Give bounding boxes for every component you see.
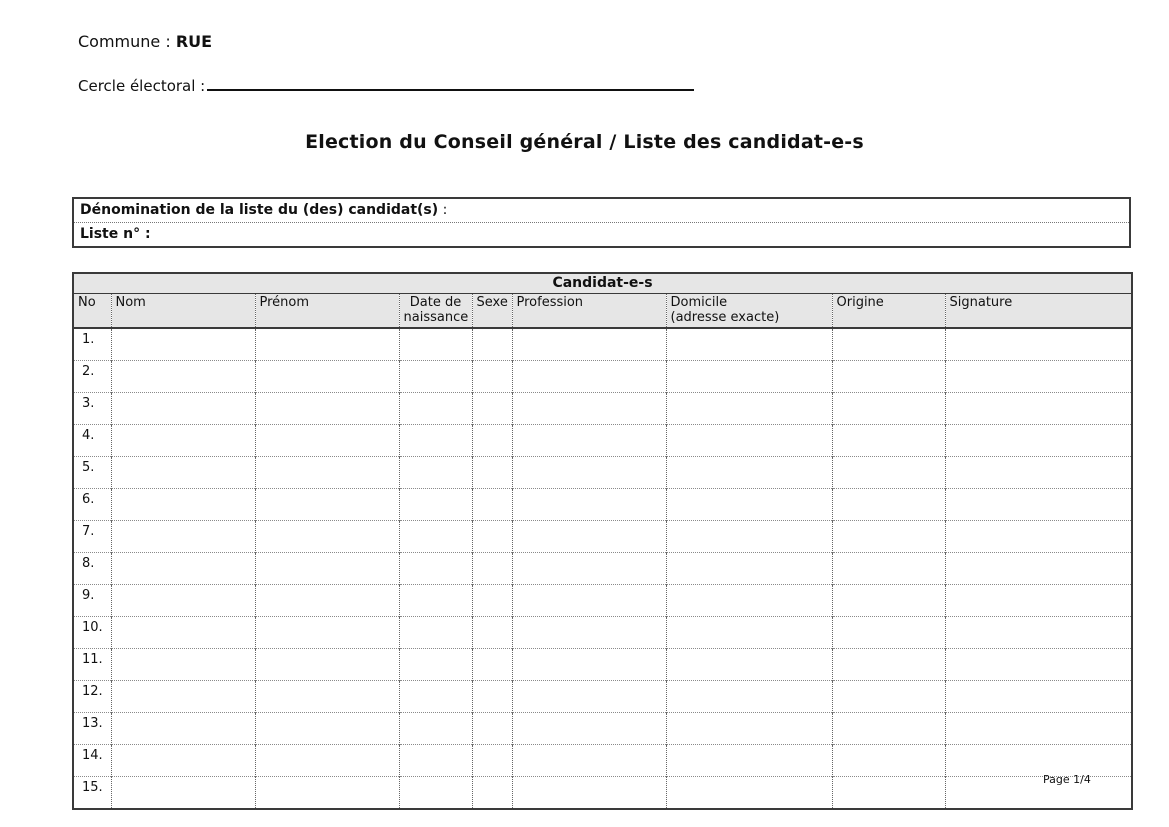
column-header-domicile-label: Domicile: [670, 295, 728, 310]
candidates-table: [72, 272, 1133, 810]
domicile-cell: [666, 585, 832, 617]
candidate-row: [73, 457, 1132, 489]
column-header-profession: [512, 294, 666, 329]
profession-cell: [512, 521, 666, 553]
candidate-row: [73, 425, 1132, 457]
candidates-table-body: [73, 328, 1132, 809]
column-header-date-naissance-label: Date de naissance: [403, 295, 469, 325]
origine-cell: [832, 553, 945, 585]
sexe-cell: [472, 777, 512, 810]
date-naissance-cell: [399, 617, 472, 649]
domicile-cell: [666, 713, 832, 745]
row-number-cell: 11.: [73, 649, 111, 681]
page-number: Page 1/4: [1043, 773, 1091, 786]
prenom-cell: [255, 328, 399, 361]
row-number-cell: 7.: [73, 521, 111, 553]
commune-label: Commune :: [78, 32, 171, 51]
column-header-row: [73, 294, 1132, 329]
origine-cell: [832, 649, 945, 681]
date-naissance-cell: [399, 681, 472, 713]
candidate-row: [73, 681, 1132, 713]
prenom-cell: [255, 361, 399, 393]
candidate-row: [73, 745, 1132, 777]
date-naissance-cell: [399, 777, 472, 810]
date-naissance-cell: [399, 585, 472, 617]
date-naissance-cell: [399, 425, 472, 457]
nom-cell: [111, 713, 255, 745]
candidate-row: [73, 489, 1132, 521]
domicile-cell: [666, 617, 832, 649]
commune-value: RUE: [175, 32, 213, 51]
date-naissance-cell: [399, 713, 472, 745]
nom-cell: [111, 489, 255, 521]
nom-cell: [111, 745, 255, 777]
nom-cell: [111, 585, 255, 617]
sexe-cell: [472, 489, 512, 521]
signature-cell: [945, 777, 1132, 810]
date-naissance-cell: [399, 745, 472, 777]
sexe-cell: [472, 745, 512, 777]
row-number-cell: 9.: [73, 585, 111, 617]
origine-cell: [832, 361, 945, 393]
profession-cell: [512, 425, 666, 457]
profession-cell: [512, 617, 666, 649]
nom-cell: [111, 553, 255, 585]
origine-cell: [832, 425, 945, 457]
liste-number-row: [74, 223, 1129, 246]
prenom-cell: [255, 521, 399, 553]
candidate-row: [73, 393, 1132, 425]
origine-cell: [832, 745, 945, 777]
signature-cell: [945, 393, 1132, 425]
row-number-cell: 6.: [73, 489, 111, 521]
domicile-cell: [666, 777, 832, 810]
profession-cell: [512, 713, 666, 745]
origine-cell: [832, 585, 945, 617]
profession-cell: [512, 585, 666, 617]
column-header-signature: [945, 294, 1132, 329]
date-naissance-cell: [399, 521, 472, 553]
domicile-cell: [666, 681, 832, 713]
signature-cell: [945, 713, 1132, 745]
prenom-cell: [255, 585, 399, 617]
candidate-row: [73, 649, 1132, 681]
origine-cell: [832, 489, 945, 521]
sexe-cell: [472, 681, 512, 713]
nom-cell: [111, 361, 255, 393]
prenom-cell: [255, 681, 399, 713]
prenom-cell: [255, 745, 399, 777]
candidate-row: [73, 521, 1132, 553]
prenom-cell: [255, 617, 399, 649]
column-header-nom-label: Nom: [115, 295, 146, 310]
sexe-cell: [472, 425, 512, 457]
prenom-cell: [255, 553, 399, 585]
profession-cell: [512, 777, 666, 810]
sexe-cell: [472, 457, 512, 489]
column-header-origine: [832, 294, 945, 329]
denomination-row: [74, 199, 1129, 223]
profession-cell: [512, 361, 666, 393]
column-header-date-naissance: [399, 294, 472, 329]
signature-cell: [945, 425, 1132, 457]
sexe-cell: [472, 521, 512, 553]
domicile-cell: [666, 361, 832, 393]
candidate-row: [73, 777, 1132, 810]
nom-cell: [111, 425, 255, 457]
domicile-cell: [666, 521, 832, 553]
column-header-prenom-label: Prénom: [259, 295, 310, 310]
table-title-row: [73, 273, 1132, 294]
candidate-row: [73, 713, 1132, 745]
prenom-cell: [255, 393, 399, 425]
prenom-cell: [255, 425, 399, 457]
sexe-cell: [472, 328, 512, 361]
signature-cell: [945, 745, 1132, 777]
domicile-cell: [666, 553, 832, 585]
origine-cell: [832, 777, 945, 810]
sexe-cell: [472, 553, 512, 585]
date-naissance-cell: [399, 361, 472, 393]
candidate-row: [73, 361, 1132, 393]
profession-cell: [512, 393, 666, 425]
signature-cell: [945, 489, 1132, 521]
profession-cell: [512, 553, 666, 585]
signature-cell: [945, 585, 1132, 617]
domicile-cell: [666, 425, 832, 457]
domicile-cell: [666, 328, 832, 361]
signature-cell: [945, 521, 1132, 553]
prenom-cell: [255, 489, 399, 521]
cercle-blank-line: [207, 74, 694, 91]
profession-cell: [512, 489, 666, 521]
profession-cell: [512, 649, 666, 681]
date-naissance-cell: [399, 553, 472, 585]
table-title: Candidat-e-s: [73, 273, 1132, 294]
signature-cell: [945, 328, 1132, 361]
column-header-origine-label: Origine: [836, 295, 884, 310]
origine-cell: [832, 617, 945, 649]
signature-cell: [945, 361, 1132, 393]
signature-cell: [945, 457, 1132, 489]
nom-cell: [111, 617, 255, 649]
denomination-box: [72, 197, 1131, 248]
column-header-domicile: [666, 294, 832, 329]
column-header-signature-label: Signature: [949, 295, 1013, 310]
domicile-cell: [666, 745, 832, 777]
nom-cell: [111, 777, 255, 810]
candidate-row: [73, 617, 1132, 649]
column-header-nom: [111, 294, 255, 329]
row-number-cell: 12.: [73, 681, 111, 713]
sexe-cell: [472, 649, 512, 681]
profession-cell: [512, 745, 666, 777]
nom-cell: [111, 328, 255, 361]
row-number-cell: 4.: [73, 425, 111, 457]
signature-cell: [945, 649, 1132, 681]
origine-cell: [832, 713, 945, 745]
prenom-cell: [255, 457, 399, 489]
sexe-cell: [472, 713, 512, 745]
row-number-cell: 14.: [73, 745, 111, 777]
row-number-cell: 10.: [73, 617, 111, 649]
date-naissance-cell: [399, 457, 472, 489]
domicile-cell: [666, 457, 832, 489]
sexe-cell: [472, 585, 512, 617]
origine-cell: [832, 457, 945, 489]
profession-cell: [512, 328, 666, 361]
commune-line: [78, 32, 212, 51]
row-number-cell: 3.: [73, 393, 111, 425]
signature-cell: [945, 681, 1132, 713]
column-header-no-label: No: [78, 295, 96, 310]
origine-cell: [832, 393, 945, 425]
cercle-label: Cercle électoral :: [78, 77, 206, 95]
row-number-cell: 2.: [73, 361, 111, 393]
sexe-cell: [472, 393, 512, 425]
prenom-cell: [255, 649, 399, 681]
sexe-cell: [472, 361, 512, 393]
column-header-domicile-sublabel: (adresse exacte): [670, 310, 780, 325]
date-naissance-cell: [399, 393, 472, 425]
origine-cell: [832, 681, 945, 713]
column-header-sexe-label: Sexe: [476, 295, 508, 310]
column-header-prenom: [255, 294, 399, 329]
nom-cell: [111, 393, 255, 425]
date-naissance-cell: [399, 649, 472, 681]
signature-cell: [945, 553, 1132, 585]
cercle-line: [78, 74, 694, 95]
candidate-row: [73, 585, 1132, 617]
row-number-cell: 13.: [73, 713, 111, 745]
candidate-row: [73, 553, 1132, 585]
profession-cell: [512, 681, 666, 713]
row-number-cell: 1.: [82, 332, 95, 347]
nom-cell: [111, 521, 255, 553]
nom-cell: [111, 649, 255, 681]
candidate-row: [73, 328, 1132, 361]
date-naissance-cell: [399, 328, 472, 361]
sexe-cell: [472, 617, 512, 649]
row-number-cell: 8.: [73, 553, 111, 585]
domicile-cell: [666, 489, 832, 521]
column-header-no: [73, 294, 111, 329]
denomination-label: Dénomination de la liste du (des) candidat(s): [80, 202, 439, 218]
domicile-cell: [666, 649, 832, 681]
signature-cell: [945, 617, 1132, 649]
liste-number-label: Liste n° :: [80, 226, 151, 242]
date-naissance-cell: [399, 489, 472, 521]
denomination-colon: :: [438, 202, 448, 218]
prenom-cell: [255, 777, 399, 810]
nom-cell: [111, 681, 255, 713]
column-header-profession-label: Profession: [516, 295, 584, 310]
origine-cell: [832, 521, 945, 553]
prenom-cell: [255, 713, 399, 745]
page-title: Election du Conseil général / Liste des candidat-e-s: [305, 131, 864, 153]
profession-cell: [512, 457, 666, 489]
row-number-cell: 5.: [73, 457, 111, 489]
nom-cell: [111, 457, 255, 489]
column-header-sexe: [472, 294, 512, 329]
row-number-cell: 15.: [73, 777, 111, 810]
domicile-cell: [666, 393, 832, 425]
origine-cell: [832, 328, 945, 361]
